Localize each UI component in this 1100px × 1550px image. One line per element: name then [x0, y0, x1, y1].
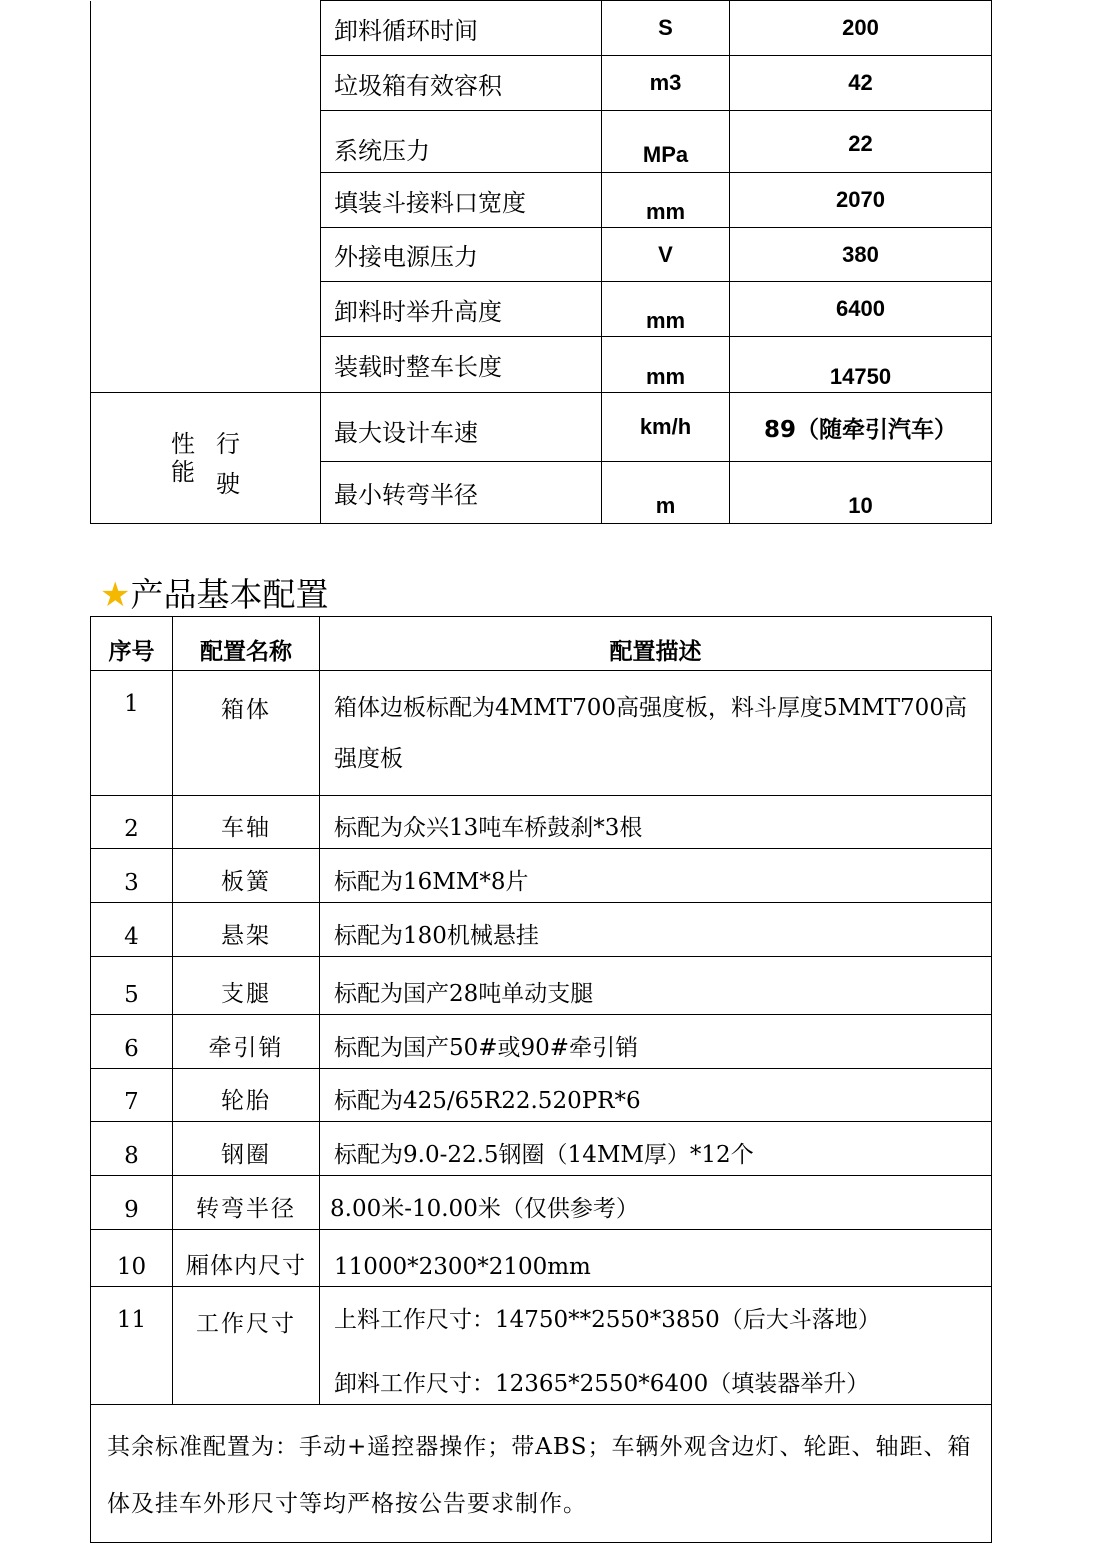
spec-name: 外接电源压力 — [321, 228, 602, 282]
config-desc-line: 卸料工作尺寸：12365*2550*6400（填装器举升） — [334, 1371, 870, 1397]
spec-name: 填装斗接料口宽度 — [321, 173, 602, 228]
config-index: 10 — [91, 1230, 173, 1287]
config-name: 厢体内尺寸 — [173, 1230, 320, 1287]
spec-name: 最大设计车速 — [321, 393, 602, 462]
config-name: 工作尺寸 — [173, 1287, 320, 1405]
config-row — [91, 1015, 992, 1069]
config-name: 钢圈 — [173, 1122, 320, 1176]
config-index: 1 — [91, 671, 173, 796]
config-index: 7 — [91, 1069, 173, 1122]
config-desc: 标配为425/65R22.520PR*6 — [320, 1069, 992, 1122]
config-desc-line: 上料工作尺寸：14750**2550*3850（后大斗落地） — [334, 1307, 881, 1333]
config-index: 2 — [91, 796, 173, 849]
config-desc-multiline — [320, 1287, 992, 1405]
config-row — [91, 957, 992, 1015]
perf-label-char: 驶 — [216, 469, 240, 498]
config-row — [91, 849, 992, 903]
section-title — [100, 573, 328, 617]
config-desc: 标配为9.0-22.5钢圈（14MM厚）*12个 — [320, 1122, 992, 1176]
spec-unit: S — [602, 1, 730, 56]
config-footer-row — [91, 1405, 992, 1543]
config-desc: 标配为国产50#或90#牵引销 — [320, 1015, 992, 1069]
spec-table — [90, 0, 992, 524]
config-desc: 标配为国产28吨单动支腿 — [320, 957, 992, 1015]
config-row — [91, 796, 992, 849]
spec-unit: mm — [602, 282, 730, 337]
header-index: 序号 — [91, 617, 173, 671]
spec-unit: mm — [602, 337, 730, 393]
config-index: 5 — [91, 957, 173, 1015]
config-row — [91, 1069, 992, 1122]
header-desc: 配置描述 — [320, 617, 992, 671]
spec-value: 14750 — [730, 337, 992, 393]
config-name: 轮胎 — [173, 1069, 320, 1122]
spec-unit: MPa — [602, 111, 730, 173]
config-row — [91, 1287, 992, 1405]
config-row — [91, 1230, 992, 1287]
perf-label-char: 能 — [171, 457, 195, 486]
config-index: 11 — [91, 1287, 173, 1405]
config-desc: 标配为180机械悬挂 — [320, 903, 992, 957]
spec-group-cell — [91, 1, 321, 393]
config-row — [91, 1122, 992, 1176]
spec-unit: m — [602, 462, 730, 524]
performance-label-cell — [91, 393, 321, 524]
config-header-row — [91, 617, 992, 671]
config-footer-text: 其余标准配置为：手动+遥控器操作；带ABS；车辆外观含边灯、轮距、轴距、箱体及挂车外形尺寸等均严格按公告要求制作。 — [91, 1405, 992, 1543]
spec-value: 22 — [730, 111, 992, 173]
spec-row — [91, 1, 992, 56]
section-title-text: 产品基本配置 — [130, 575, 329, 614]
spec-name: 装载时整车长度 — [321, 337, 602, 393]
config-index: 6 — [91, 1015, 173, 1069]
star-icon: ★ — [100, 575, 131, 615]
spec-name: 最小转弯半径 — [321, 462, 602, 524]
config-desc: 8.00米-10.00米（仅供参考） — [320, 1176, 992, 1230]
spec-unit: km/h — [602, 393, 730, 462]
config-table — [90, 616, 992, 1543]
config-index: 3 — [91, 849, 173, 903]
perf-label-char: 行 — [216, 429, 240, 458]
config-index: 8 — [91, 1122, 173, 1176]
perf-label-char: 性 — [171, 429, 195, 458]
spec-name: 卸料循环时间 — [321, 1, 602, 56]
config-name: 箱体 — [173, 671, 320, 796]
spec-unit: mm — [602, 173, 730, 228]
config-desc: 箱体边板标配为4MMT700高强度板，料斗厚度5MMT700高强度板 — [320, 671, 992, 796]
config-index: 9 — [91, 1176, 173, 1230]
config-desc: 11000*2300*2100mm — [320, 1230, 992, 1287]
config-row — [91, 671, 992, 796]
spec-value: 89（随牵引汽车） — [730, 393, 992, 462]
config-name: 板簧 — [173, 849, 320, 903]
spec-unit: V — [602, 228, 730, 282]
spec-name: 垃圾箱有效容积 — [321, 56, 602, 111]
spec-name: 卸料时举升高度 — [321, 282, 602, 337]
spec-value: 6400 — [730, 282, 992, 337]
spec-value: 380 — [730, 228, 992, 282]
spec-value: 10 — [730, 462, 992, 524]
config-desc: 标配为16MM*8片 — [320, 849, 992, 903]
spec-value: 42 — [730, 56, 992, 111]
spec-unit: m3 — [602, 56, 730, 111]
config-row — [91, 903, 992, 957]
config-index: 4 — [91, 903, 173, 957]
config-name: 牵引销 — [173, 1015, 320, 1069]
config-desc: 标配为众兴13吨车桥鼓刹*3根 — [320, 796, 992, 849]
spec-value: 200 — [730, 1, 992, 56]
config-name: 车轴 — [173, 796, 320, 849]
spec-value: 2070 — [730, 173, 992, 228]
config-name: 悬架 — [173, 903, 320, 957]
config-name: 支腿 — [173, 957, 320, 1015]
spec-row — [91, 393, 992, 462]
spec-name: 系统压力 — [321, 111, 602, 173]
config-row — [91, 1176, 992, 1230]
config-name: 转弯半径 — [173, 1176, 320, 1230]
header-name: 配置名称 — [173, 617, 320, 671]
